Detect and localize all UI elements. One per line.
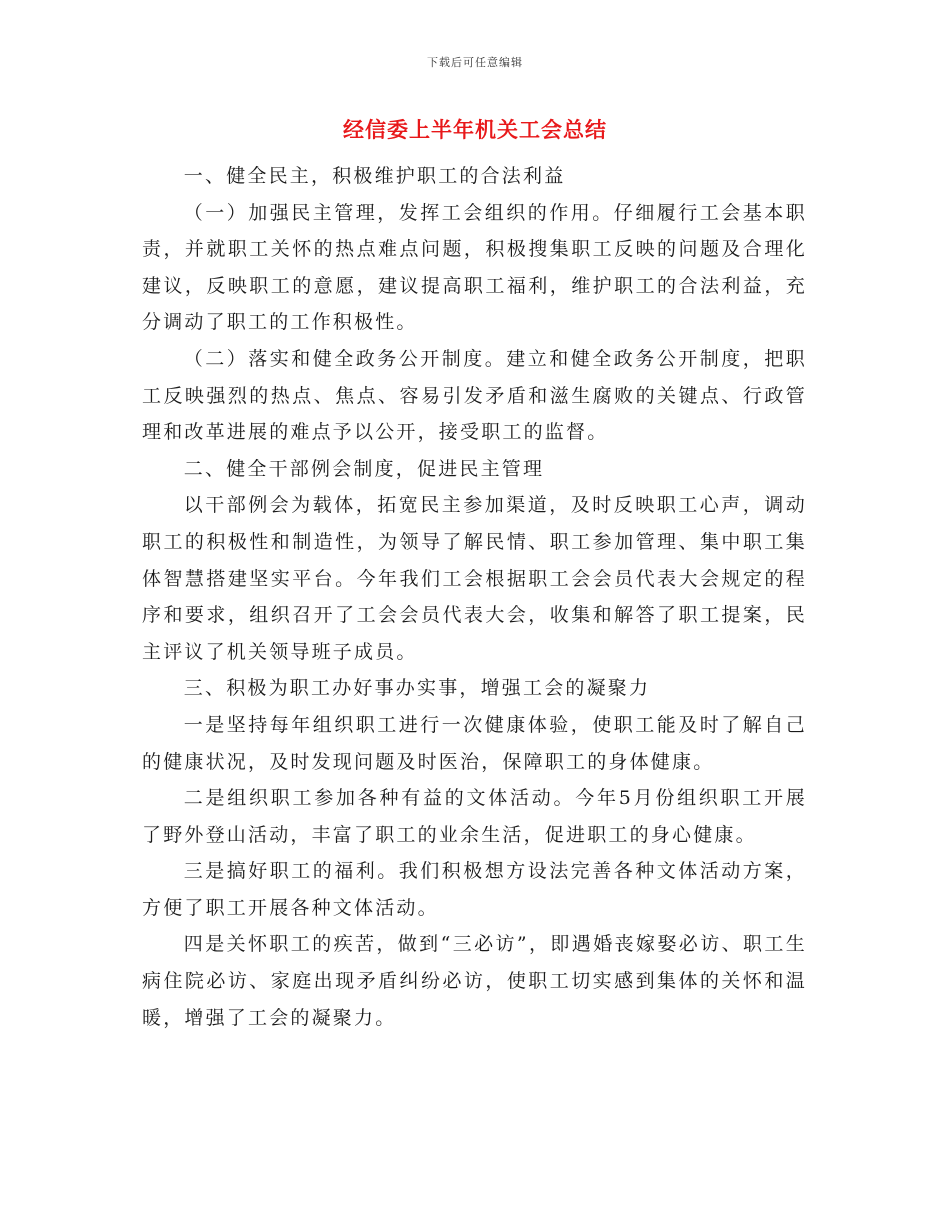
page-header-note: 下载后可任意编辑 [427,56,523,69]
section-heading-2: 二、健全干部例会制度，促进民主管理 [183,457,545,480]
section-heading-1: 一、健全民主，积极维护职工的合法利益 [183,165,566,187]
paragraph-welfare: 三是搞好职工的福利。我们积极想方设法完善各种文体活动方案，方便了职工开展各种文体活动。 [142,860,807,919]
document-title: 经信委上半年机关工会总结 [343,117,607,142]
paragraph-three-visits: 四是关怀职工的疾苦，做到“三必访”，即遇婚丧嫁娶必访、职工生病住院必访、家庭出现矛盾纠纷必访，使职工切实感到集体的关怀和温暖，增强了工会的凝聚力。 [142,933,807,1029]
paragraph-democratic-management: （一）加强民主管理，发挥工会组织的作用。仔细履行工会基本职责，并就职工关怀的热点难点问题，积极搜集职工反映的问题及合理化建议，反映职工的意愿，建议提高职工福利，维护职工的合法利益，充分调动了职工的工作积极性。 [142,201,807,334]
paragraph-affairs-disclosure: （二）落实和健全政务公开制度。建立和健全政务公开制度，把职工反映强烈的热点、焦点、容易引发矛盾和滋生腐败的关键点、行政管理和改革进展的难点予以公开，接受职工的监督。 [142,347,807,444]
document-body [142,158,807,1036]
paragraph-cultural-activities: 二是组织职工参加各种有益的文体活动。今年5月份组织职工开展了野外登山活动，丰富了职工的业余生活，促进职工的身心健康。 [142,787,807,846]
paragraph-cadre-meeting: 以干部例会为载体，拓宽民主参加渠道，及时反映职工心声，调动职工的积极性和制造性，为领导了解民情、职工参加管理、集中职工集体智慧搭建坚实平台。今年我们工会根据职工会会员代表大会规定的程序和要求，组织召开了工会会员代表大会，收集和解答了职工提案，民主评议了机关领导班子成员。 [142,494,807,663]
section-heading-3: 三、积极为职工办好事办实事，增强工会的凝聚力 [183,677,651,700]
paragraph-health-check: 一是坚持每年组织职工进行一次健康体验，使职工能及时了解自己的健康状况，及时发现问题及时医治，保障职工的身体健康。 [142,713,807,773]
